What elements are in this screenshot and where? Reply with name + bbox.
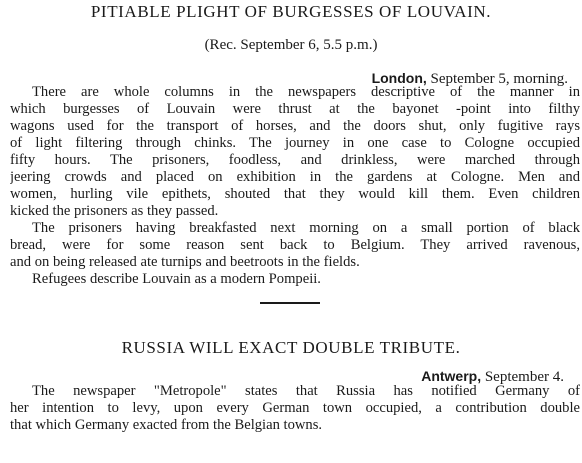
paragraph-line: kicked the prisoners as they passed. [10,203,219,219]
headline-russia: RUSSIA WILL EXACT DOUBLE TRIBUTE. [121,338,461,357]
section-divider [260,302,320,304]
paragraph-line: of light filtering through chinks. The journey in one case to Cologne occupied [10,135,580,151]
paragraph-line: The newspaper "Metropole" states that Russia has notified Germany of [32,383,580,399]
paragraph-line: that which Germany exacted from the Belgian towns. [10,417,323,433]
paragraph-line: fifty hours. The prisoners, foodless, and drinkless, were marched through [10,152,580,168]
dateline-place: Antwerp, [421,368,482,384]
paragraph-line: which burgesses of Louvain were thrust at the bayonet -point into filthy [10,101,580,117]
dateline-date: September 5, morning. [430,71,568,87]
paragraph-line: women, hurling vile epithets, shouted that they would kill them. Even children [10,186,580,202]
paragraph-line: There are whole columns in the newspapers descriptive of the manner in [32,84,580,100]
paragraph-line: bread, were for some reason sent back to Belgium. They arrived ravenous, [10,237,580,253]
paragraph-line: her intention to levy, upon every German town occupied, a contribution double [10,400,580,416]
paragraph-line: wagons used for the transport of horses, and the doors shut, only fugitive rays [10,118,580,134]
headline-louvain: PITIABLE PLIGHT OF BURGESSES OF LOUVAIN. [90,2,492,21]
paragraph-line: Refugees describe Louvain as a modern Pompeii. [32,271,321,287]
dateline-date: September 4. [484,369,564,385]
dateline-place: London, [371,70,427,86]
received-note: (Rec. September 6, 5.5 p.m.) [204,37,378,53]
paragraph-line: and on being released ate turnips and beetroots in the fields. [10,254,360,270]
paragraph-line: jeering crowds and placed on exhibition in the gardens at Cologne. Men and [10,169,580,185]
paragraph-line: The prisoners having breakfasted next morning on a small portion of black [32,220,580,236]
